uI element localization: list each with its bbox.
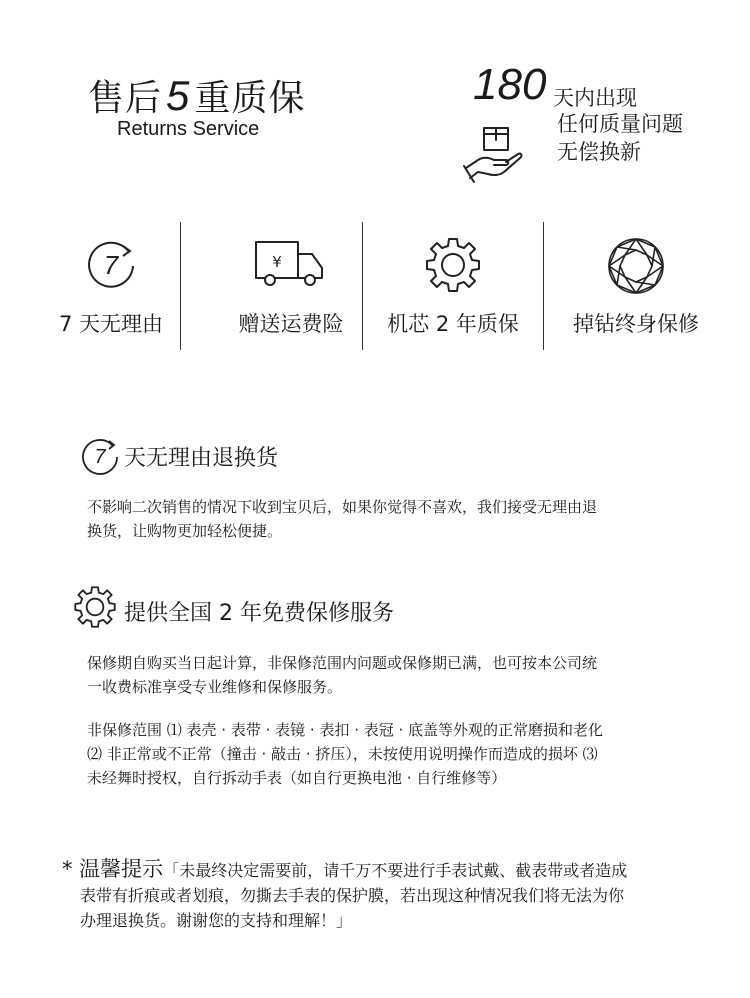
service-label: 赠送运费险 bbox=[238, 312, 344, 336]
divider bbox=[180, 222, 181, 350]
service-label: 7 天无理由 bbox=[58, 312, 164, 336]
days-number: 180 bbox=[473, 60, 547, 109]
body-line: 不影响二次销售的情况下收到宝贝后，如果你觉得不喜欢，我们接受无理由退 bbox=[87, 498, 598, 516]
body-line: 换货，让购物更加轻松便捷。 bbox=[87, 522, 283, 540]
divider bbox=[543, 222, 544, 350]
page-subtitle: Returns Service bbox=[117, 118, 260, 140]
tip-heading: * 温馨提示 bbox=[62, 857, 164, 881]
warranty-section-body bbox=[87, 651, 687, 699]
delivery-truck-icon bbox=[254, 236, 328, 292]
promise-line-1: 天内出现 bbox=[553, 86, 637, 110]
promise-line-2: 任何质量问题 bbox=[557, 112, 683, 136]
promise-line-3: 无偿换新 bbox=[557, 140, 641, 164]
title-prefix: 售后 bbox=[88, 78, 163, 119]
service-shipping-insurance bbox=[200, 222, 382, 350]
title-suffix: 重质保 bbox=[194, 78, 306, 119]
gear-icon bbox=[424, 236, 482, 294]
service-label: 机芯 2 年质保 bbox=[387, 312, 519, 336]
body-line: ⑵ 非正常或不正常（撞击 · 敲击 · 挤压），未按使用说明操作而造成的损坏 ⑶ bbox=[87, 745, 598, 763]
return-section-body bbox=[87, 495, 687, 543]
page-title bbox=[88, 70, 305, 121]
diamond-icon bbox=[606, 236, 666, 296]
svg-text:7: 7 bbox=[103, 250, 119, 280]
tip-line: 「未最终决定需要前，请千万不要进行手表试戴、截表带或者造成 bbox=[163, 861, 628, 880]
service-movement-warranty bbox=[362, 222, 544, 350]
seven-days-icon bbox=[83, 236, 139, 292]
hand-box-icon bbox=[462, 124, 524, 186]
service-diamond-warranty bbox=[545, 222, 727, 350]
title-number: 5 bbox=[166, 72, 191, 119]
service-label: 掉钻终身保修 bbox=[573, 312, 699, 336]
warranty-section-title: 提供全国 2 年免费保修服务 bbox=[124, 601, 394, 626]
svg-text:¥: ¥ bbox=[272, 253, 282, 271]
return-section-title: 天无理由退换货 bbox=[124, 446, 279, 471]
body-line: 未经舞时授权，自行拆动手表（如自行更换电池 · 自行维修等） bbox=[87, 769, 507, 787]
tip-line: 表带有折痕或者划痕，勿撕去手表的保护膜，若出现这种情况我们将无法为你 bbox=[80, 886, 625, 905]
gear-icon bbox=[73, 585, 117, 629]
body-line: 非保修范围 ⑴ 表壳 · 表带 · 表镜 · 表扣 · 表冠 · 底盖等外观的正常磨损和老化 bbox=[87, 721, 604, 739]
body-line: 保修期自购买当日起计算，非保修范围内问题或保修期已满，也可按本公司统 bbox=[87, 654, 598, 672]
warm-tip bbox=[62, 857, 702, 933]
warranty-exclusions bbox=[87, 718, 697, 790]
svg-text:7: 7 bbox=[94, 446, 106, 468]
body-line: 一收费标准享受专业维修和保修服务。 bbox=[87, 678, 343, 696]
seven-days-icon bbox=[79, 434, 121, 476]
service-seven-days bbox=[20, 222, 202, 350]
tip-line: 办理退换货。谢谢您的支持和理解！」 bbox=[80, 911, 353, 930]
